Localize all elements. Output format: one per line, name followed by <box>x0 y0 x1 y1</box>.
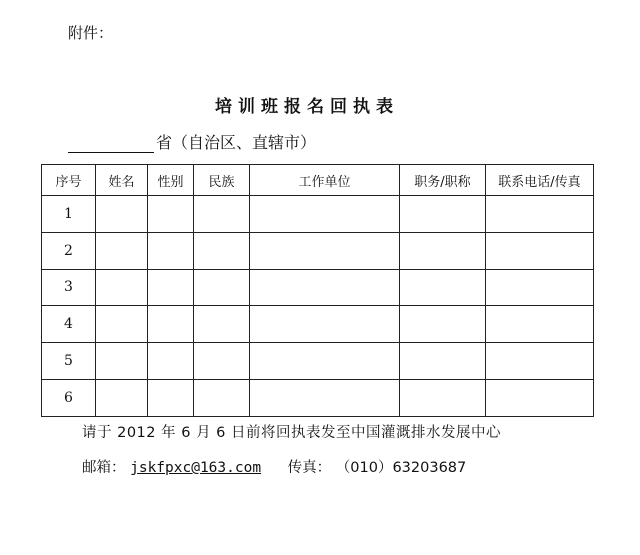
ethnicity-cell[interactable] <box>194 269 250 306</box>
contact-line <box>82 456 466 477</box>
position-cell[interactable] <box>400 196 486 233</box>
row-number: 4 <box>42 306 96 343</box>
position-cell[interactable] <box>400 232 486 269</box>
row-number: 3 <box>42 269 96 306</box>
row-number: 2 <box>42 232 96 269</box>
employer-cell[interactable] <box>250 196 400 233</box>
email-label: 邮箱： <box>82 460 126 476</box>
column-header-name: 姓名 <box>96 165 148 196</box>
name-cell[interactable] <box>96 196 148 233</box>
row-number: 5 <box>42 343 96 380</box>
column-header-phone-fax: 联系电话/传真 <box>486 165 594 196</box>
gender-cell[interactable] <box>148 379 194 416</box>
employer-cell[interactable] <box>250 269 400 306</box>
province-blank-field[interactable] <box>68 134 154 153</box>
attachment-label: 附件： <box>68 24 114 42</box>
phone-fax-cell[interactable] <box>486 343 594 380</box>
registration-table <box>41 164 594 417</box>
column-header-position: 职务/职称 <box>400 165 486 196</box>
column-header-employer: 工作单位 <box>250 165 400 196</box>
name-cell[interactable] <box>96 232 148 269</box>
name-cell[interactable] <box>96 343 148 380</box>
province-label: 省（自治区、直辖市） <box>156 133 317 152</box>
email-link[interactable]: jskfpxc@163.com <box>130 460 262 476</box>
table-row <box>42 196 594 233</box>
phone-fax-cell[interactable] <box>486 379 594 416</box>
ethnicity-cell[interactable] <box>194 306 250 343</box>
employer-cell[interactable] <box>250 232 400 269</box>
province-line <box>68 130 316 153</box>
phone-fax-cell[interactable] <box>486 306 594 343</box>
table-header-row <box>42 165 594 196</box>
position-cell[interactable] <box>400 269 486 306</box>
ethnicity-cell[interactable] <box>194 379 250 416</box>
column-header-seq: 序号 <box>42 165 96 196</box>
table-row <box>42 343 594 380</box>
table-row <box>42 306 594 343</box>
gender-cell[interactable] <box>148 306 194 343</box>
gender-cell[interactable] <box>148 269 194 306</box>
position-cell[interactable] <box>400 379 486 416</box>
submission-deadline-note: 请于 2012 年 6 月 6 日前将回执表发至中国灌溉排水发展中心 <box>82 425 502 441</box>
gender-cell[interactable] <box>148 232 194 269</box>
gender-cell[interactable] <box>148 196 194 233</box>
ethnicity-cell[interactable] <box>194 232 250 269</box>
table-row <box>42 232 594 269</box>
employer-cell[interactable] <box>250 343 400 380</box>
employer-cell[interactable] <box>250 306 400 343</box>
column-header-gender: 性别 <box>148 165 194 196</box>
fax-label: 传真： <box>287 460 332 476</box>
ethnicity-cell[interactable] <box>194 196 250 233</box>
position-cell[interactable] <box>400 306 486 343</box>
gender-cell[interactable] <box>148 343 194 380</box>
employer-cell[interactable] <box>250 379 400 416</box>
name-cell[interactable] <box>96 269 148 306</box>
row-number: 1 <box>42 196 96 233</box>
column-header-ethnicity: 民族 <box>194 165 250 196</box>
form-title: 培训班报名回执表 <box>215 97 399 117</box>
phone-fax-cell[interactable] <box>486 196 594 233</box>
phone-fax-cell[interactable] <box>486 269 594 306</box>
phone-fax-cell[interactable] <box>486 232 594 269</box>
ethnicity-cell[interactable] <box>194 343 250 380</box>
position-cell[interactable] <box>400 343 486 380</box>
name-cell[interactable] <box>96 306 148 343</box>
fax-number: （010）63203687 <box>335 460 467 476</box>
table-row <box>42 379 594 416</box>
name-cell[interactable] <box>96 379 148 416</box>
table-row <box>42 269 594 306</box>
row-number: 6 <box>42 379 96 416</box>
